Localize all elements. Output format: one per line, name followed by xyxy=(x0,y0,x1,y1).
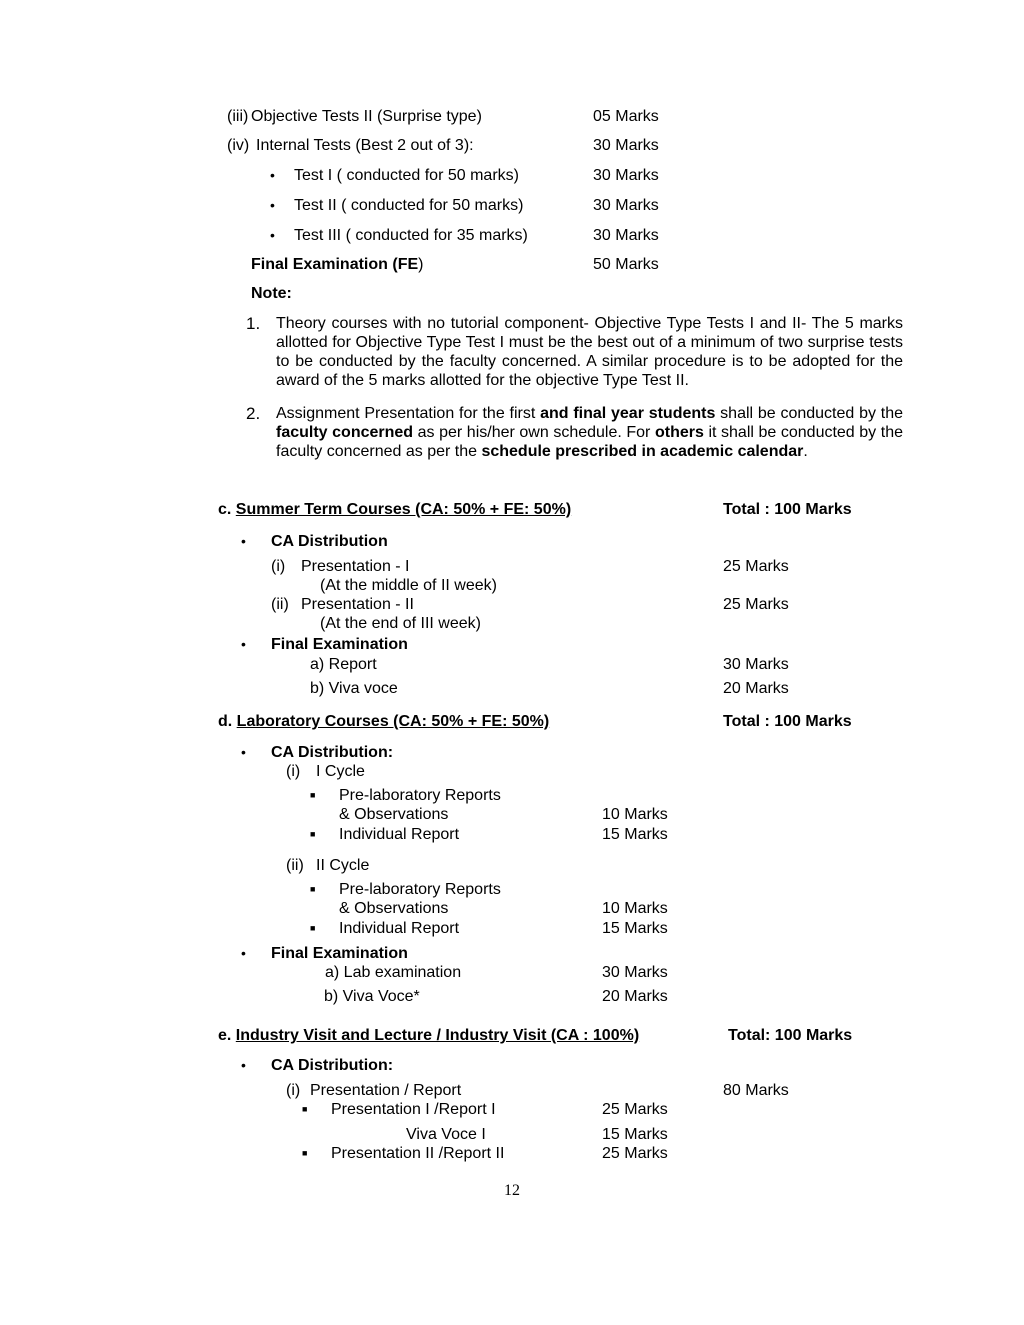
item-marks: 25 Marks xyxy=(723,558,789,575)
item-marks: 05 Marks xyxy=(593,108,659,125)
note-2-bold-part: schedule prescribed in academic calendar xyxy=(481,443,804,460)
bullet-dot: • xyxy=(241,636,246,652)
fe-marks: 20 Marks xyxy=(602,988,668,1005)
item-text-internal-tests: Internal Tests (Best 2 out of 3): xyxy=(256,137,474,154)
note-2-part: . xyxy=(803,443,808,460)
cycle-item: & Observations xyxy=(339,806,449,823)
fe-item: a) Lab examination xyxy=(325,964,462,981)
cycle-marks: 15 Marks xyxy=(602,826,668,843)
note-2-bold-part: and final year students xyxy=(540,405,716,422)
final-exam-label-bold: Final Examination (FE xyxy=(251,256,419,273)
item-label: (i) xyxy=(286,1082,301,1099)
item-marks: 25 Marks xyxy=(723,596,789,613)
note-2-part: shall be conducted by the xyxy=(715,405,904,422)
note-1-text xyxy=(276,314,903,390)
square-bullet: ■ xyxy=(302,1104,308,1114)
bullet-dot: • xyxy=(270,227,275,243)
section-title: Summer Term Courses (CA: 50% + FE: 50%) xyxy=(235,501,572,518)
ca-distribution-heading: CA Distribution: xyxy=(271,1057,394,1074)
square-bullet: ■ xyxy=(310,790,316,800)
subitem-marks: 25 Marks xyxy=(602,1145,668,1162)
item-label: (i) xyxy=(271,558,286,575)
section-title: Laboratory Courses (CA: 50% + FE: 50%) xyxy=(236,713,550,730)
cycle-marks: 10 Marks xyxy=(602,806,668,823)
subitem: Viva Voce I xyxy=(406,1126,486,1143)
section-title: Industry Visit and Lecture / Industry Visit (CA : 100%) xyxy=(235,1027,640,1044)
test-marks: 30 Marks xyxy=(593,197,659,214)
item-label: (ii) xyxy=(271,596,289,613)
page-number: 12 xyxy=(504,1182,520,1199)
final-exam-marks: 50 Marks xyxy=(593,256,659,273)
cycle-item: Individual Report xyxy=(339,826,460,843)
item-text: Presentation - I xyxy=(301,558,410,575)
bullet-dot: • xyxy=(241,533,246,549)
final-exam-heading: Final Examination xyxy=(271,636,408,653)
item-label-iii: (iii) xyxy=(227,108,249,125)
fe-item: a) Report xyxy=(310,656,377,673)
note-1-body: Theory courses with no tutorial component- Objective Type Tests I and II- The 5 marks allotted for Objective Type Test I must be the best out of a minimum of two surprise tests to be conducted by the faculty concerned. A similar procedure is to be adopted for the award of the 5 marks allotted for the objective Type Test II. xyxy=(276,315,903,389)
cycle-label: (ii) xyxy=(286,857,304,874)
square-bullet: ■ xyxy=(310,884,316,894)
cycle-marks: 15 Marks xyxy=(602,920,668,937)
section-d-heading xyxy=(218,712,549,731)
item-text: Presentation / Report xyxy=(310,1082,462,1099)
note-2-bold-part: others xyxy=(654,424,704,441)
note-2-bold-part: faculty concerned xyxy=(276,424,414,441)
cycle-item: & Observations xyxy=(339,900,449,917)
item-text-objective-tests-ii: Objective Tests II (Surprise type) xyxy=(251,108,482,125)
note-2-part: it shall be conducted by the faculty concerned as per the xyxy=(276,424,903,460)
section-prefix: d. xyxy=(218,713,233,730)
bullet-dot: • xyxy=(241,744,246,760)
subitem: Presentation I /Report I xyxy=(331,1101,496,1118)
cycle-name: II Cycle xyxy=(316,857,370,874)
cycle-item: Pre-laboratory Reports xyxy=(339,787,501,804)
cycle-label: (i) xyxy=(286,763,301,780)
cycle-item: Individual Report xyxy=(339,920,460,937)
bullet-dot: • xyxy=(241,945,246,961)
section-prefix: e. xyxy=(218,1027,232,1044)
test-marks: 30 Marks xyxy=(593,227,659,244)
test-item: Test I ( conducted for 50 marks) xyxy=(294,167,519,184)
cycle-name: I Cycle xyxy=(316,763,365,780)
test-item: Test II ( conducted for 50 marks) xyxy=(294,197,524,214)
section-c-heading xyxy=(218,500,571,519)
final-exam-label xyxy=(251,255,423,274)
test-item: Test III ( conducted for 35 marks) xyxy=(294,227,528,244)
ca-distribution-heading: CA Distribution xyxy=(271,533,388,550)
item-subtext: (At the middle of II week) xyxy=(320,577,497,594)
item-text: Presentation - II xyxy=(301,596,414,613)
cycle-item: Pre-laboratory Reports xyxy=(339,881,501,898)
square-bullet: ■ xyxy=(310,923,316,933)
fe-item: b) Viva Voce* xyxy=(324,988,420,1005)
square-bullet: ■ xyxy=(302,1148,308,1158)
subitem: Presentation II /Report II xyxy=(331,1145,505,1162)
square-bullet: ■ xyxy=(310,829,316,839)
subitem-marks: 15 Marks xyxy=(602,1126,668,1143)
note-number: 2. xyxy=(246,404,261,423)
cycle-marks: 10 Marks xyxy=(602,900,668,917)
note-number: 1. xyxy=(246,314,261,333)
bullet-dot: • xyxy=(270,167,275,183)
bullet-dot: • xyxy=(270,197,275,213)
section-e-total: Total: 100 Marks xyxy=(728,1027,853,1044)
note-2-text xyxy=(276,404,903,461)
subitem-marks: 25 Marks xyxy=(602,1101,668,1118)
note-heading: Note: xyxy=(251,285,292,302)
note-2-part: Assignment Presentation for the first xyxy=(276,405,541,422)
note-2-part: as per his/her own schedule. For xyxy=(413,424,655,441)
test-marks: 30 Marks xyxy=(593,167,659,184)
bullet-dot: • xyxy=(241,1057,246,1073)
section-prefix: c. xyxy=(218,501,232,518)
fe-marks: 20 Marks xyxy=(723,680,789,697)
section-e-heading xyxy=(218,1026,639,1045)
section-d-total: Total : 100 Marks xyxy=(723,713,852,730)
section-c-total: Total : 100 Marks xyxy=(723,501,852,518)
final-exam-heading: Final Examination xyxy=(271,945,408,962)
item-label-iv: (iv) xyxy=(227,137,250,154)
item-subtext: (At the end of III week) xyxy=(320,615,481,632)
item-marks: 80 Marks xyxy=(723,1082,789,1099)
final-exam-label-tail: ) xyxy=(418,256,424,273)
fe-item: b) Viva voce xyxy=(310,680,398,697)
ca-distribution-heading: CA Distribution: xyxy=(271,744,394,761)
fe-marks: 30 Marks xyxy=(723,656,789,673)
item-marks: 30 Marks xyxy=(593,137,659,154)
fe-marks: 30 Marks xyxy=(602,964,668,981)
